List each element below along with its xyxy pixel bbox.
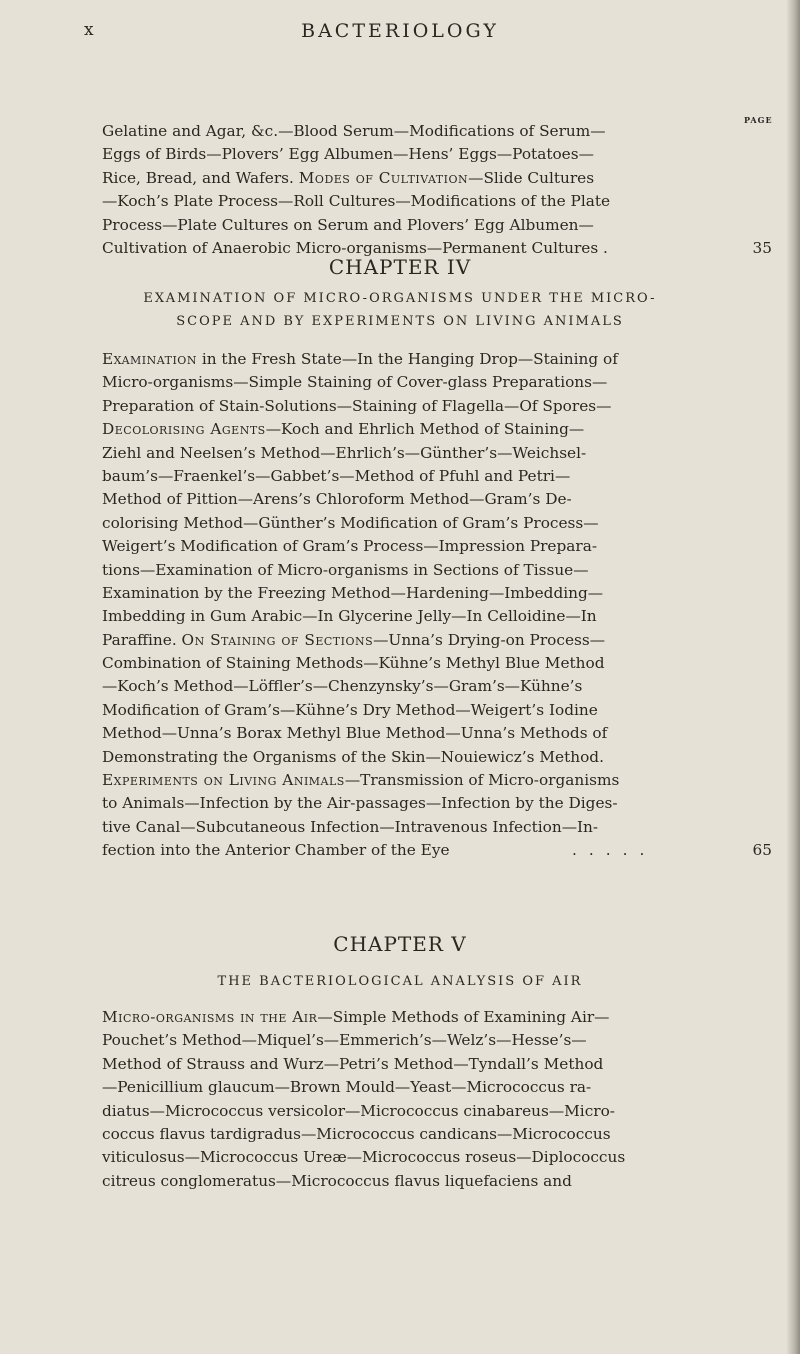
- section-head-on-staining: On Staining of Sections: [181, 630, 374, 649]
- entry-line: baum’s—Fraenkel’s—Gabbet’s—Method of Pfuhl and Petri—: [102, 466, 571, 485]
- running-head: BACTERIOLOGY: [301, 20, 499, 42]
- entry-line: Preparation of Stain-Solutions—Staining of Flagella—Of Spores—: [102, 396, 612, 415]
- entry-line: Modification of Gram’s—Kühne’s Dry Method—Weigert’s Iodine: [102, 700, 598, 719]
- entry-line: tions—Examination of Micro-organisms in Sections of Tissue—: [102, 560, 589, 579]
- entry-line: Micro-organisms—Simple Staining of Cover-glass Preparations—: [102, 373, 608, 392]
- entry-line: Method of Strauss and Wurz—Petri’s Method—Tyndall’s Method: [102, 1054, 604, 1073]
- entry-line: Pouchet’s Method—Miquel’s—Emmerich’s—Welz’s—Hesse’s—: [102, 1031, 587, 1050]
- entry-line: Ziehl and Neelsen’s Method—Ehrlich’s—Günther’s—Weichsel-: [102, 443, 587, 462]
- entry-line: Examination in the Fresh State—In the Hanging Drop—Staining of: [102, 350, 618, 368]
- entry-line: —Penicillium glaucum—Brown Mould—Yeast—Micrococcus ra-: [102, 1078, 592, 1097]
- page-header: [0, 20, 800, 48]
- entry-line: diatus—Micrococcus versicolor—Micrococcus cinabareus—Micro-: [102, 1101, 615, 1120]
- page-number: x: [84, 20, 95, 40]
- entry-line: to Animals—Infection by the Air-passages—Infection by the Diges-: [102, 794, 618, 813]
- entry-line: Decolorising Agents—Koch and Ehrlich Method of Staining—: [102, 420, 585, 439]
- chapter-5-subtitle: THE BACTERIOLOGICAL ANALYSIS OF AIR: [217, 974, 583, 989]
- entry-line: Examination by the Freezing Method—Hardening—Imbedding—: [102, 583, 604, 602]
- page-ref: 65: [752, 841, 772, 860]
- page-ref: 35: [752, 238, 772, 257]
- entry-line: Combination of Staining Methods—Kühne’s Methyl Blue Method: [102, 654, 605, 673]
- entry-line: citreus conglomeratus—Micrococcus flavus liquefaciens and: [102, 1171, 572, 1190]
- chapter-4-title: CHAPTER IV: [328, 255, 472, 279]
- entry-line: coccus flavus tardigradus—Micrococcus candicans—Micrococcus: [102, 1124, 611, 1143]
- entry-line: Gelatine and Agar, &c.—Blood Serum—Modifications of Serum—: [102, 122, 606, 140]
- chapter-5-title: CHAPTER V: [333, 932, 467, 956]
- section-head-experiments: Experiments on Living Animals: [102, 771, 345, 790]
- entry-line: Paraffine. On Staining of Sections—Unna’s Drying-on Process—: [102, 630, 605, 649]
- entry-line: —Koch’s Method—Löffler’s—Chenzynsky’s—Gram’s—Kühne’s: [102, 677, 583, 696]
- entry-line: fection into the Anterior Chamber of the Eye ..... 65: [102, 839, 772, 862]
- entry-line: —Koch’s Plate Process—Roll Cultures—Modifications of the Plate: [102, 192, 611, 211]
- section-head-examination: Examination: [102, 350, 197, 368]
- section-head-modes: Modes of Cultivation: [298, 168, 469, 187]
- chapter-4-subtitle: EXAMINATION OF MICRO-ORGANISMS UNDER THE MICRO- SCOPE AND BY EXPERIMENTS ON LIVING ANIMALS: [143, 291, 657, 329]
- entry-line: Eggs of Birds—Plovers’ Egg Albumen—Hens’ Eggs—Potatoes—: [102, 145, 594, 164]
- entry-line: Process—Plate Cultures on Serum and Plovers’ Egg Albumen—: [102, 215, 594, 234]
- page-column-label: PAGE: [744, 115, 773, 125]
- entry-line: Experiments on Living Animals—Transmission of Micro-organisms: [102, 771, 620, 790]
- entry-line: Cultivation of Anaerobic Micro-organisms—Permanent Cultures . 35: [102, 237, 772, 260]
- entry-line: Demonstrating the Organisms of the Skin—Nouiewicz’s Method.: [102, 747, 604, 766]
- entry-line: colorising Method—Günther’s Modification of Gram’s Process—: [102, 513, 599, 532]
- entry-line: viticulosus—Micrococcus Ureæ—Micrococcus roseus—Diplococcus: [102, 1148, 626, 1167]
- entry-line: tive Canal—Subcutaneous Infection—Intravenous Infection—In-: [102, 817, 599, 836]
- entry-line: Method—Unna’s Borax Methyl Blue Method—Unna’s Methods of: [102, 724, 608, 743]
- entry-line: Method of Pittion—Arens’s Chloroform Method—Gram’s De-: [102, 490, 572, 509]
- entry-line: Micro-organisms in the Air—Simple Methods of Examining Air—: [102, 1008, 610, 1026]
- dot-leaders: .....: [572, 841, 657, 860]
- entry-line: Rice, Bread, and Wafers. Modes of Cultivation—Slide Cultures: [102, 168, 595, 187]
- toc-entry-air: [102, 1006, 772, 1193]
- entry-line: Weigert’s Modification of Gram’s Process—Impression Prepara-: [102, 537, 597, 556]
- entry-line: Imbedding in Gum Arabic—In Glycerine Jelly—In Celloidine—In: [102, 607, 597, 626]
- section-head-decolorising: Decolorising Agents: [102, 420, 266, 439]
- toc-entry-cultivation: [102, 120, 772, 260]
- toc-entry-examination: [102, 348, 772, 863]
- section-head-micro-organisms-air: Micro-organisms in the Air: [102, 1008, 318, 1026]
- page-spine-shadow: [786, 0, 800, 1354]
